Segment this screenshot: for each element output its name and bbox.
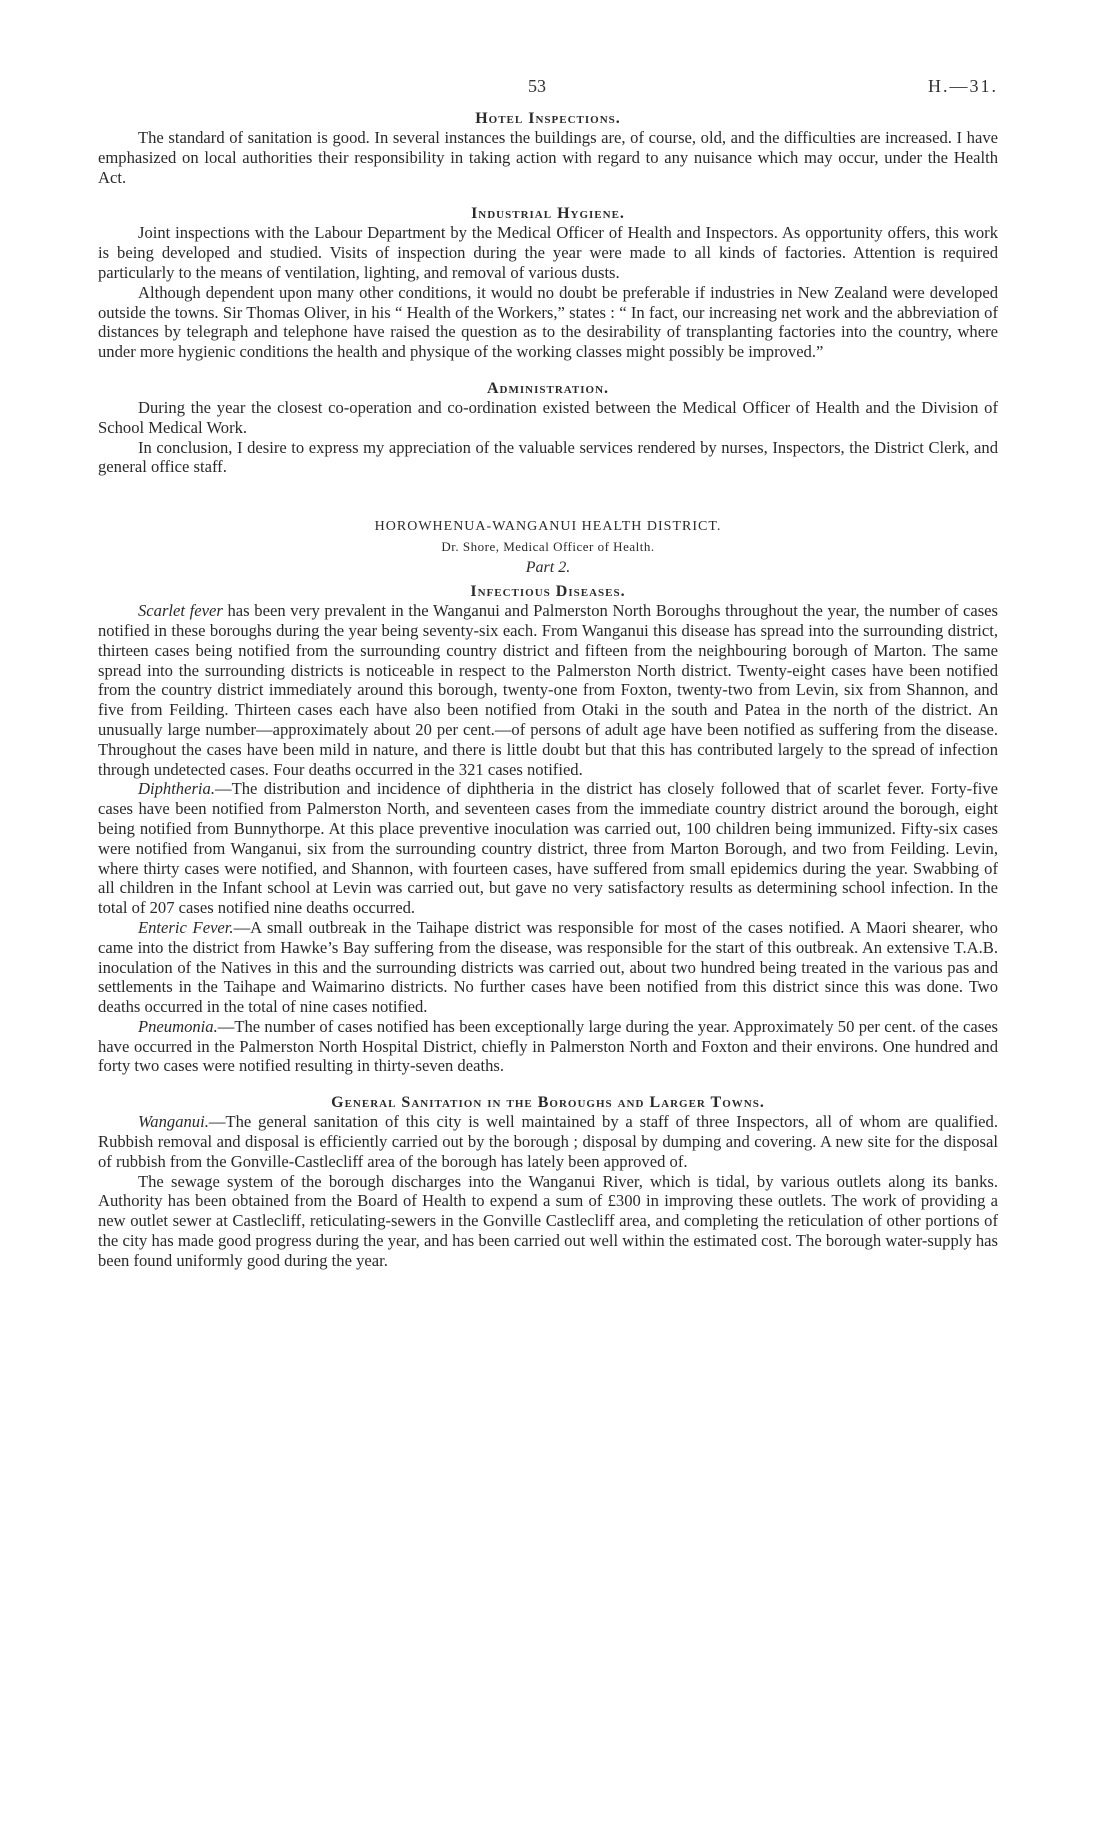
section-heading-industrial-hygiene: Industrial Hygiene. <box>471 205 625 223</box>
general-sanitation-section <box>98 1094 998 1270</box>
paragraph-scarlet-fever <box>98 601 998 779</box>
infectious-diseases-section <box>98 583 998 1076</box>
paragraph: Although dependent upon many other conditions, it would no doubt be preferable if industries in New Zealand were developed outside the towns. Sir Thomas Oliver, in his “ Health of the Workers,” states : “ In fact, our increasing net work and the abbreviation of distances by telegraph and telephone have raised the question as to the desirability of transplanting factories into the country, where under more hygienic conditions the health and physique of the working classes might possibly be improved.” <box>98 282 998 362</box>
district-header <box>98 519 998 577</box>
paragraph-pneumonia <box>98 1017 998 1076</box>
paragraph-text: has been very prevalent in the Wanganui and Palmerston North Boroughs throughout the year, the number of cases notified in these boroughs during the year being seventy-six each. From Wanganui this disease has spread into the surrounding district, thirteen cases being notified from the surrounding country district and fifteen from the neighbouring borough of Marton. The same spread into the surrounding districts is noticeable in respect to the Palmerston North district. Twenty-eight cases have been notified from the country district immediately around this borough, twenty-one from Foxton, twenty-two from Levin, six from Shannon, and five from Feilding. Thirteen cases each have also been notified from Otaki in the south and Patea in the north of the district. An unusually large number—approximately about 20 per cent.—of persons of adult age have been notified as suffering from the disease. Throughout the cases have been mild in nature, and there is little doubt but that this has contributed largely to the spread of infection through undetected cases. Four deaths occurred in the 321 cases notified. <box>98 601 998 779</box>
run-in-heading: Enteric Fever. <box>138 917 234 937</box>
page-header <box>98 70 998 104</box>
run-in-heading: Wanganui. <box>138 1112 209 1132</box>
paragraph-diphtheria <box>98 779 998 918</box>
paragraph-text: —A small outbreak in the Taihape district was responsible for most of the cases notified. A Maori shearer, who came into the district from Hawke’s Bay suffering from the disease, was responsible for the start of this outbreak. An extensive T.A.B. inoculation of the Natives in this and the surrounding districts was carried out, about two hundred being treated in the various pas and settlements in the Taihape and Waimarino districts. No further cases have been notified from this district since this was done. Two deaths occurred in the total of nine cases notified. <box>98 917 998 1017</box>
paragraph: In conclusion, I desire to express my appreciation of the valuable services rendered by nurses, Inspectors, the District Clerk, and general office staff. <box>98 437 998 477</box>
paragraph: During the year the closest co-operation and co-ordination existed between the Medical Officer of Health and the Division of School Medical Work. <box>98 397 998 437</box>
section-heading-general-sanitation: General Sanitation in the Boroughs and Larger Towns. <box>331 1094 765 1112</box>
hotel-inspections-section <box>98 110 998 187</box>
administration-section <box>98 380 998 477</box>
section-heading-hotel-inspections: Hotel Inspections. <box>475 110 621 127</box>
document-reference: H.—31. <box>928 76 998 96</box>
run-in-heading: Diphtheria. <box>138 779 215 799</box>
paragraph: The standard of sanitation is good. In several instances the buildings are, of course, old, and the difficulties are increased. I have emphasized on local authorities their responsibility in taking action with regard to any nuisance which may occur, under the Health Act. <box>98 128 998 187</box>
industrial-hygiene-section <box>98 205 998 362</box>
page-number: 53 <box>528 76 546 96</box>
run-in-heading: Scarlet fever <box>138 601 223 621</box>
paragraph: Joint inspections with the Labour Department by the Medical Officer of Health and Inspectors. As opportunity offers, this work is being developed and studied. Visits of inspection during the year were made to all kinds of factories. Attention is required particularly to the means of ventilation, lighting, and removal of various dusts. <box>98 223 998 282</box>
paragraph-text: —The number of cases notified has been exceptionally large during the year. Approximately 50 per cent. of the cases have occurred in the Palmerston North Hospital District, chiefly in Palmerston North and Foxton and their environs. One hundred and forty two cases were notified resulting in thirty-seven deaths. <box>98 1016 998 1076</box>
part-label: Part 2. <box>525 559 571 577</box>
document-page <box>98 70 998 1271</box>
medical-officer-line: Dr. Shore, Medical Officer of Health. <box>441 539 655 555</box>
section-heading-administration: Administration. <box>486 379 610 397</box>
district-title: HOROWHENUA-WANGANUI HEALTH DISTRICT. <box>374 519 722 535</box>
paragraph-text: —The distribution and incidence of diphtheria in the district has closely followed that of scarlet fever. Forty-five cases have been notified from Palmerston North, and seventeen cases from the immediate country district around the borough, eight being notified from Bunnythorpe. At this place preventive inoculation was carried out, 100 children being immunized. Fifty-six cases were notified from Wanganui, six from the surrounding country district, three from Marton Borough, and two from Feilding. Levin, where thirty cases were notified, and Shannon, with fourteen cases, have suffered from small epidemics during the year. Swabbing of all children in the Infant school at Levin was carried out, but gave no very satisfactory results as determining school infection. In the total of 207 cases notified nine deaths occurred. <box>98 779 998 918</box>
paragraph-sewage: The sewage system of the borough discharges into the Wanganui River, which is tidal, by various outlets along its banks. Authority has been obtained from the Board of Health to expend a sum of £300 in improving these outlets. The work of providing a new outlet sewer at Castlecliff, reticulating-sewers in the Gonville Castlecliff area, and completing the reticulation of other portions of the city has made good progress during the year, and has been carried out well within the estimated cost. The borough water-supply has been found uniformly good during the year. <box>98 1171 998 1270</box>
section-heading-infectious-diseases: Infectious Diseases. <box>470 583 626 601</box>
run-in-heading: Pneumonia. <box>138 1016 218 1036</box>
paragraph-wanganui <box>98 1112 998 1171</box>
paragraph-text: —The general sanitation of this city is well maintained by a staff of three Inspectors, all of whom are qualified. Rubbish removal and disposal is efficiently carried out by the borough ; disposal by dumping and covering. A new site for the disposal of rubbish from the Gonville-Castlecliff area of the borough has lately been approved of. <box>98 1112 998 1171</box>
paragraph-enteric-fever <box>98 918 998 1017</box>
